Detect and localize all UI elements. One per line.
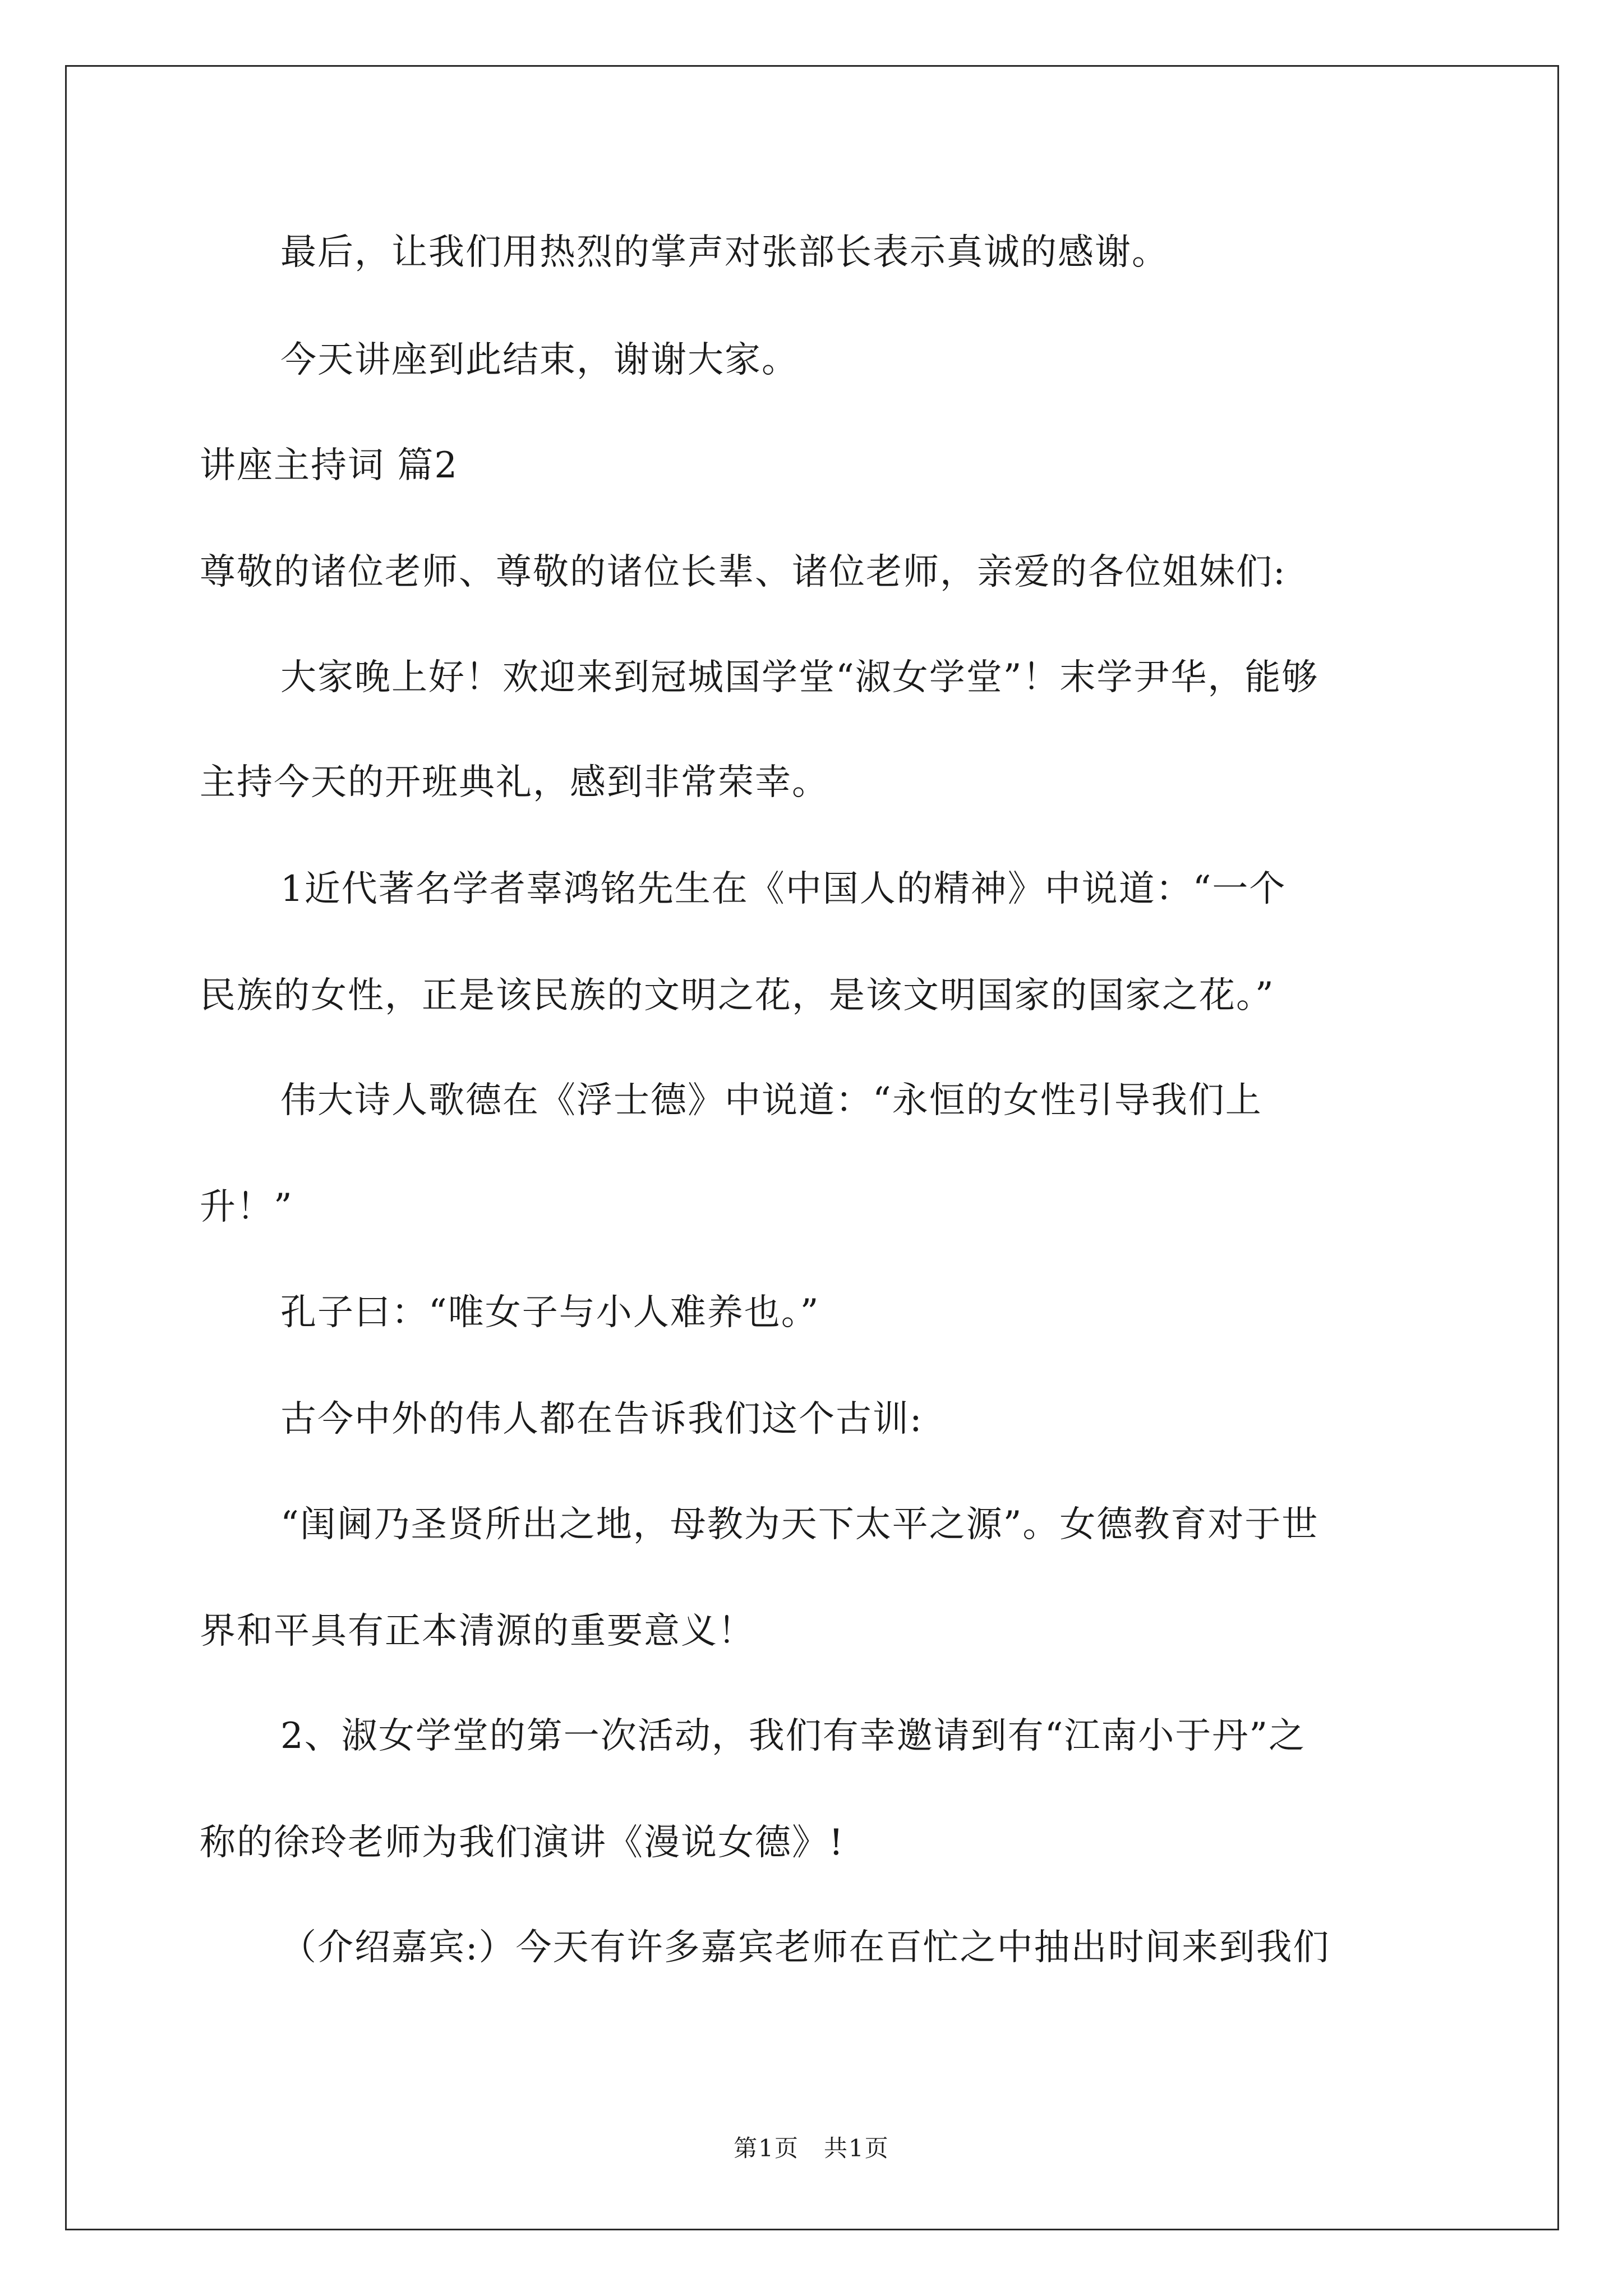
paragraph-line: 伟大诗人歌德在《浮士德》中说道：“永恒的女性引导我们上 (280, 1080, 1262, 1121)
paragraph-line: 今天讲座到此结束，谢谢大家。 (280, 339, 799, 381)
section-heading: 讲座主持词 篇2 (200, 445, 459, 486)
paragraph-line: （介绍嘉宾:）今天有许多嘉宾老师在百忙之中抽出时间来到我们 (280, 1927, 1330, 1968)
paragraph-line: 古今中外的伟人都在告诉我们这个古训: (280, 1398, 923, 1440)
paragraph-line: 1近代著名学者辜鸿铭先生在《中国人的精神》中说道：“一个 (280, 868, 1287, 910)
paragraph-line: 民族的女性，正是该民族的文明之花，是该文明国家的国家之花。” (200, 975, 1275, 1016)
paragraph-line: 最后，让我们用热烈的掌声对张部长表示真诚的感谢。 (280, 232, 1169, 273)
paragraph-line: 界和平具有正本清源的重要意义！ (200, 1611, 755, 1652)
page-border (65, 65, 1559, 2230)
paragraph-line: 称的徐玲老师为我们演讲《漫说女德》! (200, 1822, 845, 1864)
paragraph-line: 孔子曰：“唯女子与小人难养也。” (280, 1292, 820, 1333)
page-number-footer: 第1页 共1页 (734, 2134, 889, 2162)
paragraph-line: 升！” (200, 1186, 293, 1228)
paragraph-line: “闺阃乃圣贤所出之地，母教为天下太平之源”。女德教育对于世 (280, 1504, 1319, 1545)
salutation: 尊敬的诸位老师、尊敬的诸位长辈、诸位老师，亲爱的各位姐妹们: (200, 551, 1287, 593)
paragraph-line: 大家晚上好！欢迎来到冠城国学堂“淑女学堂”！末学尹华，能够 (280, 657, 1319, 698)
paragraph-line: 2、淑女学堂的第一次活动，我们有幸邀请到有“江南小于丹”之 (280, 1715, 1306, 1757)
paragraph-line: 主持今天的开班典礼，感到非常荣幸。 (200, 762, 829, 803)
